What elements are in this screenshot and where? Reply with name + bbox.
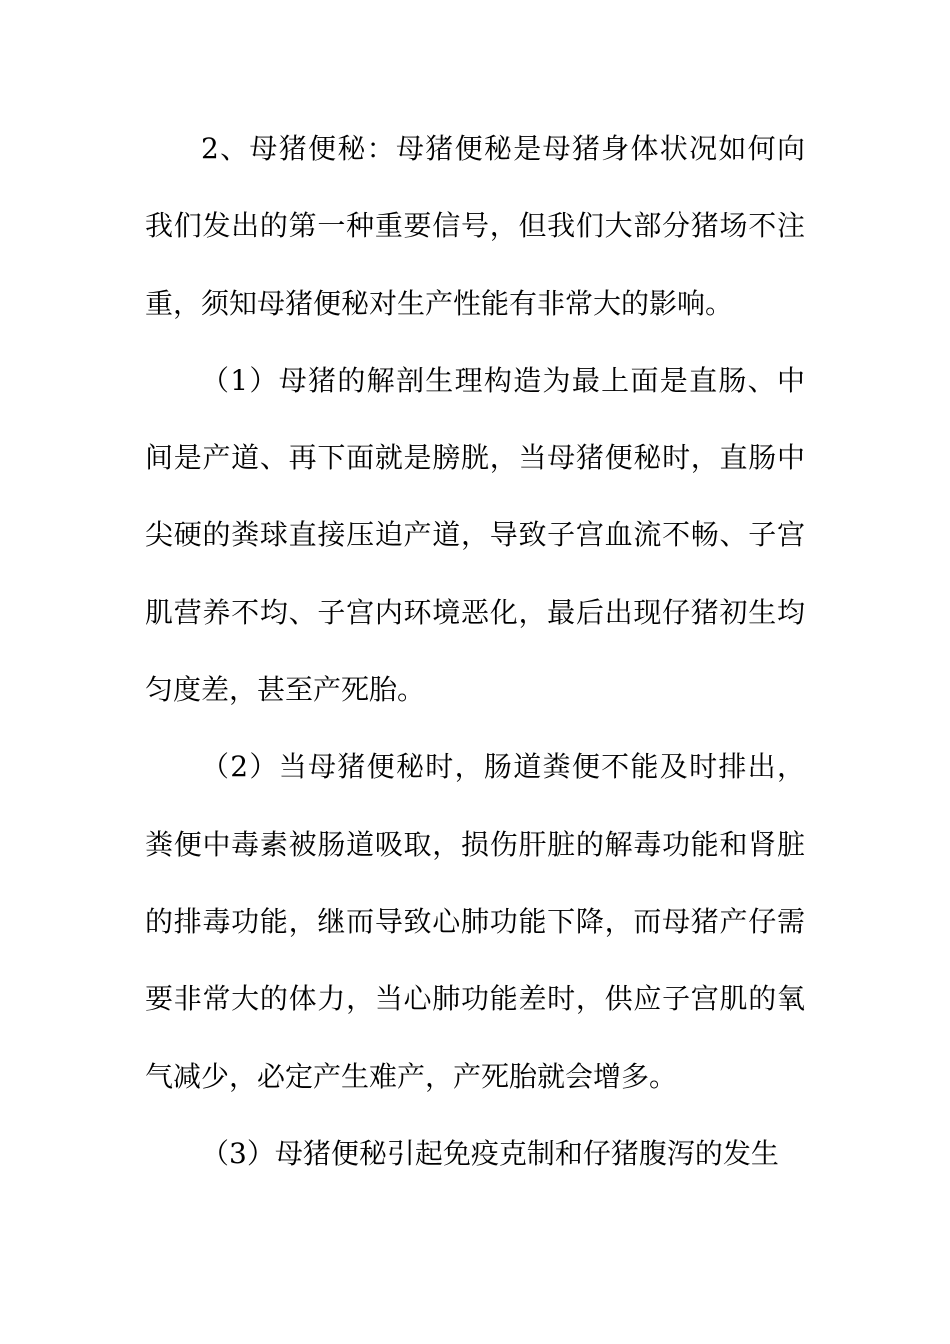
document-body [145,118,805,1200]
paragraph-2-line-5: 匀度差，甚至产死胎。 [145,673,426,707]
paragraph-1-line-3: 重，须知母猪便秘对生产性能有非常大的影响。 [145,286,734,320]
paragraph-3-line-3: 的排毒功能，继而导致心肺功能下降，而母猪产仔需 [145,904,805,938]
paragraph-1-line-2: 我们发出的第一种重要信号，但我们大部分猪场不注 [145,209,805,243]
paragraph-2-line-1: （1）母猪的解剖生理构造为最上面是直肠、中 [201,363,805,397]
paragraph-3-line-1: （2）当母猪便秘时，肠道粪便不能及时排出， [201,750,805,784]
paragraph-3-line-4: 要非常大的体力，当心肺功能差时，供应子宫肌的氧 [145,982,805,1016]
paragraph-1-line-1: 2、母猪便秘：母猪便秘是母猪身体状况如何向 [201,132,805,165]
paragraph-4-line-1: （3）母猪便秘引起免疫克制和仔猪腹泻的发生 [201,1136,779,1170]
paragraph-3-line-5: 气减少，必定产生难产，产死胎就会增多。 [145,1059,678,1093]
paragraph-2-line-3: 尖硬的粪球直接压迫产道，导致子宫血流不畅、子宫 [145,518,805,552]
paragraph-2-line-4: 肌营养不均、子宫内环境恶化，最后出现仔猪初生均 [145,595,805,629]
paragraph-2-line-2: 间是产道、再下面就是膀胱，当母猪便秘时，直肠中 [145,441,805,475]
paragraph-3-line-2: 粪便中毒素被肠道吸取，损伤肝脏的解毒功能和肾脏 [145,827,805,861]
